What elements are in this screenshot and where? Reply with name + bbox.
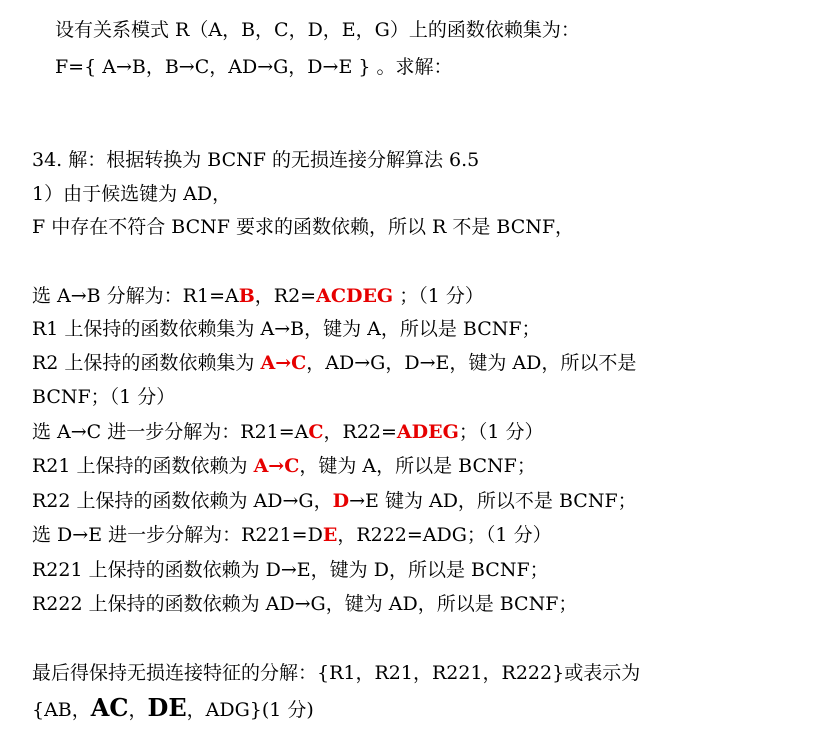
text-segment: ，ADG}(1 分) <box>186 699 314 721</box>
answer-heading: 34. 解：根据转换为 BCNF 的无损连接分解算法 6.5 <box>32 149 480 171</box>
text-segment: ，R2= <box>254 285 317 307</box>
question-line-2: F={ A→B，B→C，AD→G，D→E } 。求解： <box>55 56 453 78</box>
text-segment: ，AD→G，D→E，键为 AD，所以不是 <box>306 352 637 374</box>
text-segment: ，R22= <box>323 421 397 443</box>
r2-analysis <box>32 349 636 377</box>
decomposition-step-1 <box>32 282 484 310</box>
decomposition-step-3 <box>32 521 552 549</box>
decomposition-step-2 <box>32 418 544 446</box>
text-segment: 选 A→C 进一步分解为：R21=A <box>32 421 309 443</box>
highlight-text: ADEG <box>396 421 459 443</box>
text-segment: ，键为 A，所以是 BCNF； <box>299 455 536 477</box>
final-decomposition: 最后得保持无损连接特征的分解：{R1，R21，R221，R222}或表示为 <box>32 662 641 684</box>
r222-analysis: R222 上保持的函数依赖为 AD→G，键为 AD，所以是 BCNF； <box>32 593 578 615</box>
highlight-text: A→C <box>253 455 300 477</box>
r221-analysis: R221 上保持的函数依赖为 D→E，键为 D，所以是 BCNF； <box>32 559 549 581</box>
highlight-text: C <box>308 421 324 443</box>
text-segment: R2 上保持的函数依赖集为 <box>32 352 261 374</box>
text-segment: ；（1 分） <box>458 421 544 443</box>
highlight-text: B <box>238 285 255 307</box>
r1-analysis: R1 上保持的函数依赖集为 A→B，键为 A，所以是 BCNF； <box>32 318 541 340</box>
question-line-1: 设有关系模式 R（A，B，C，D，E，G）上的函数依赖集为： <box>55 19 580 41</box>
text-segment: 选 D→E 进一步分解为：R221=D <box>32 524 323 546</box>
text-segment: R21 上保持的函数依赖为 <box>32 455 254 477</box>
text-segment: →E 键为 AD，所以不是 BCNF； <box>349 490 637 512</box>
text-segment: {AB， <box>32 699 91 721</box>
emphasis-text: DE <box>147 693 187 722</box>
step-1-candidate-key: 1）由于候选键为 AD， <box>32 183 232 205</box>
text-segment: ， <box>128 699 148 721</box>
text-segment: ，R222=ADG；（1 分） <box>337 524 552 546</box>
highlight-text: D <box>332 490 350 512</box>
final-decomposition-set <box>32 694 314 724</box>
text-segment: R22 上保持的函数依赖为 AD→G， <box>32 490 333 512</box>
emphasis-text: AC <box>90 693 129 722</box>
text-segment: ；（1 分） <box>393 285 484 307</box>
r21-analysis <box>32 452 536 480</box>
r22-analysis <box>32 487 637 515</box>
r2-analysis-cont: BCNF；（1 分） <box>32 386 176 408</box>
step-1-not-bcnf: F 中存在不符合 BCNF 要求的函数依赖，所以 R 不是 BCNF， <box>32 216 575 238</box>
highlight-text: A→C <box>260 352 307 374</box>
highlight-text: E <box>322 524 338 546</box>
highlight-text: ACDEG <box>316 285 394 307</box>
text-segment: 选 A→B 分解为：R1=A <box>32 285 239 307</box>
